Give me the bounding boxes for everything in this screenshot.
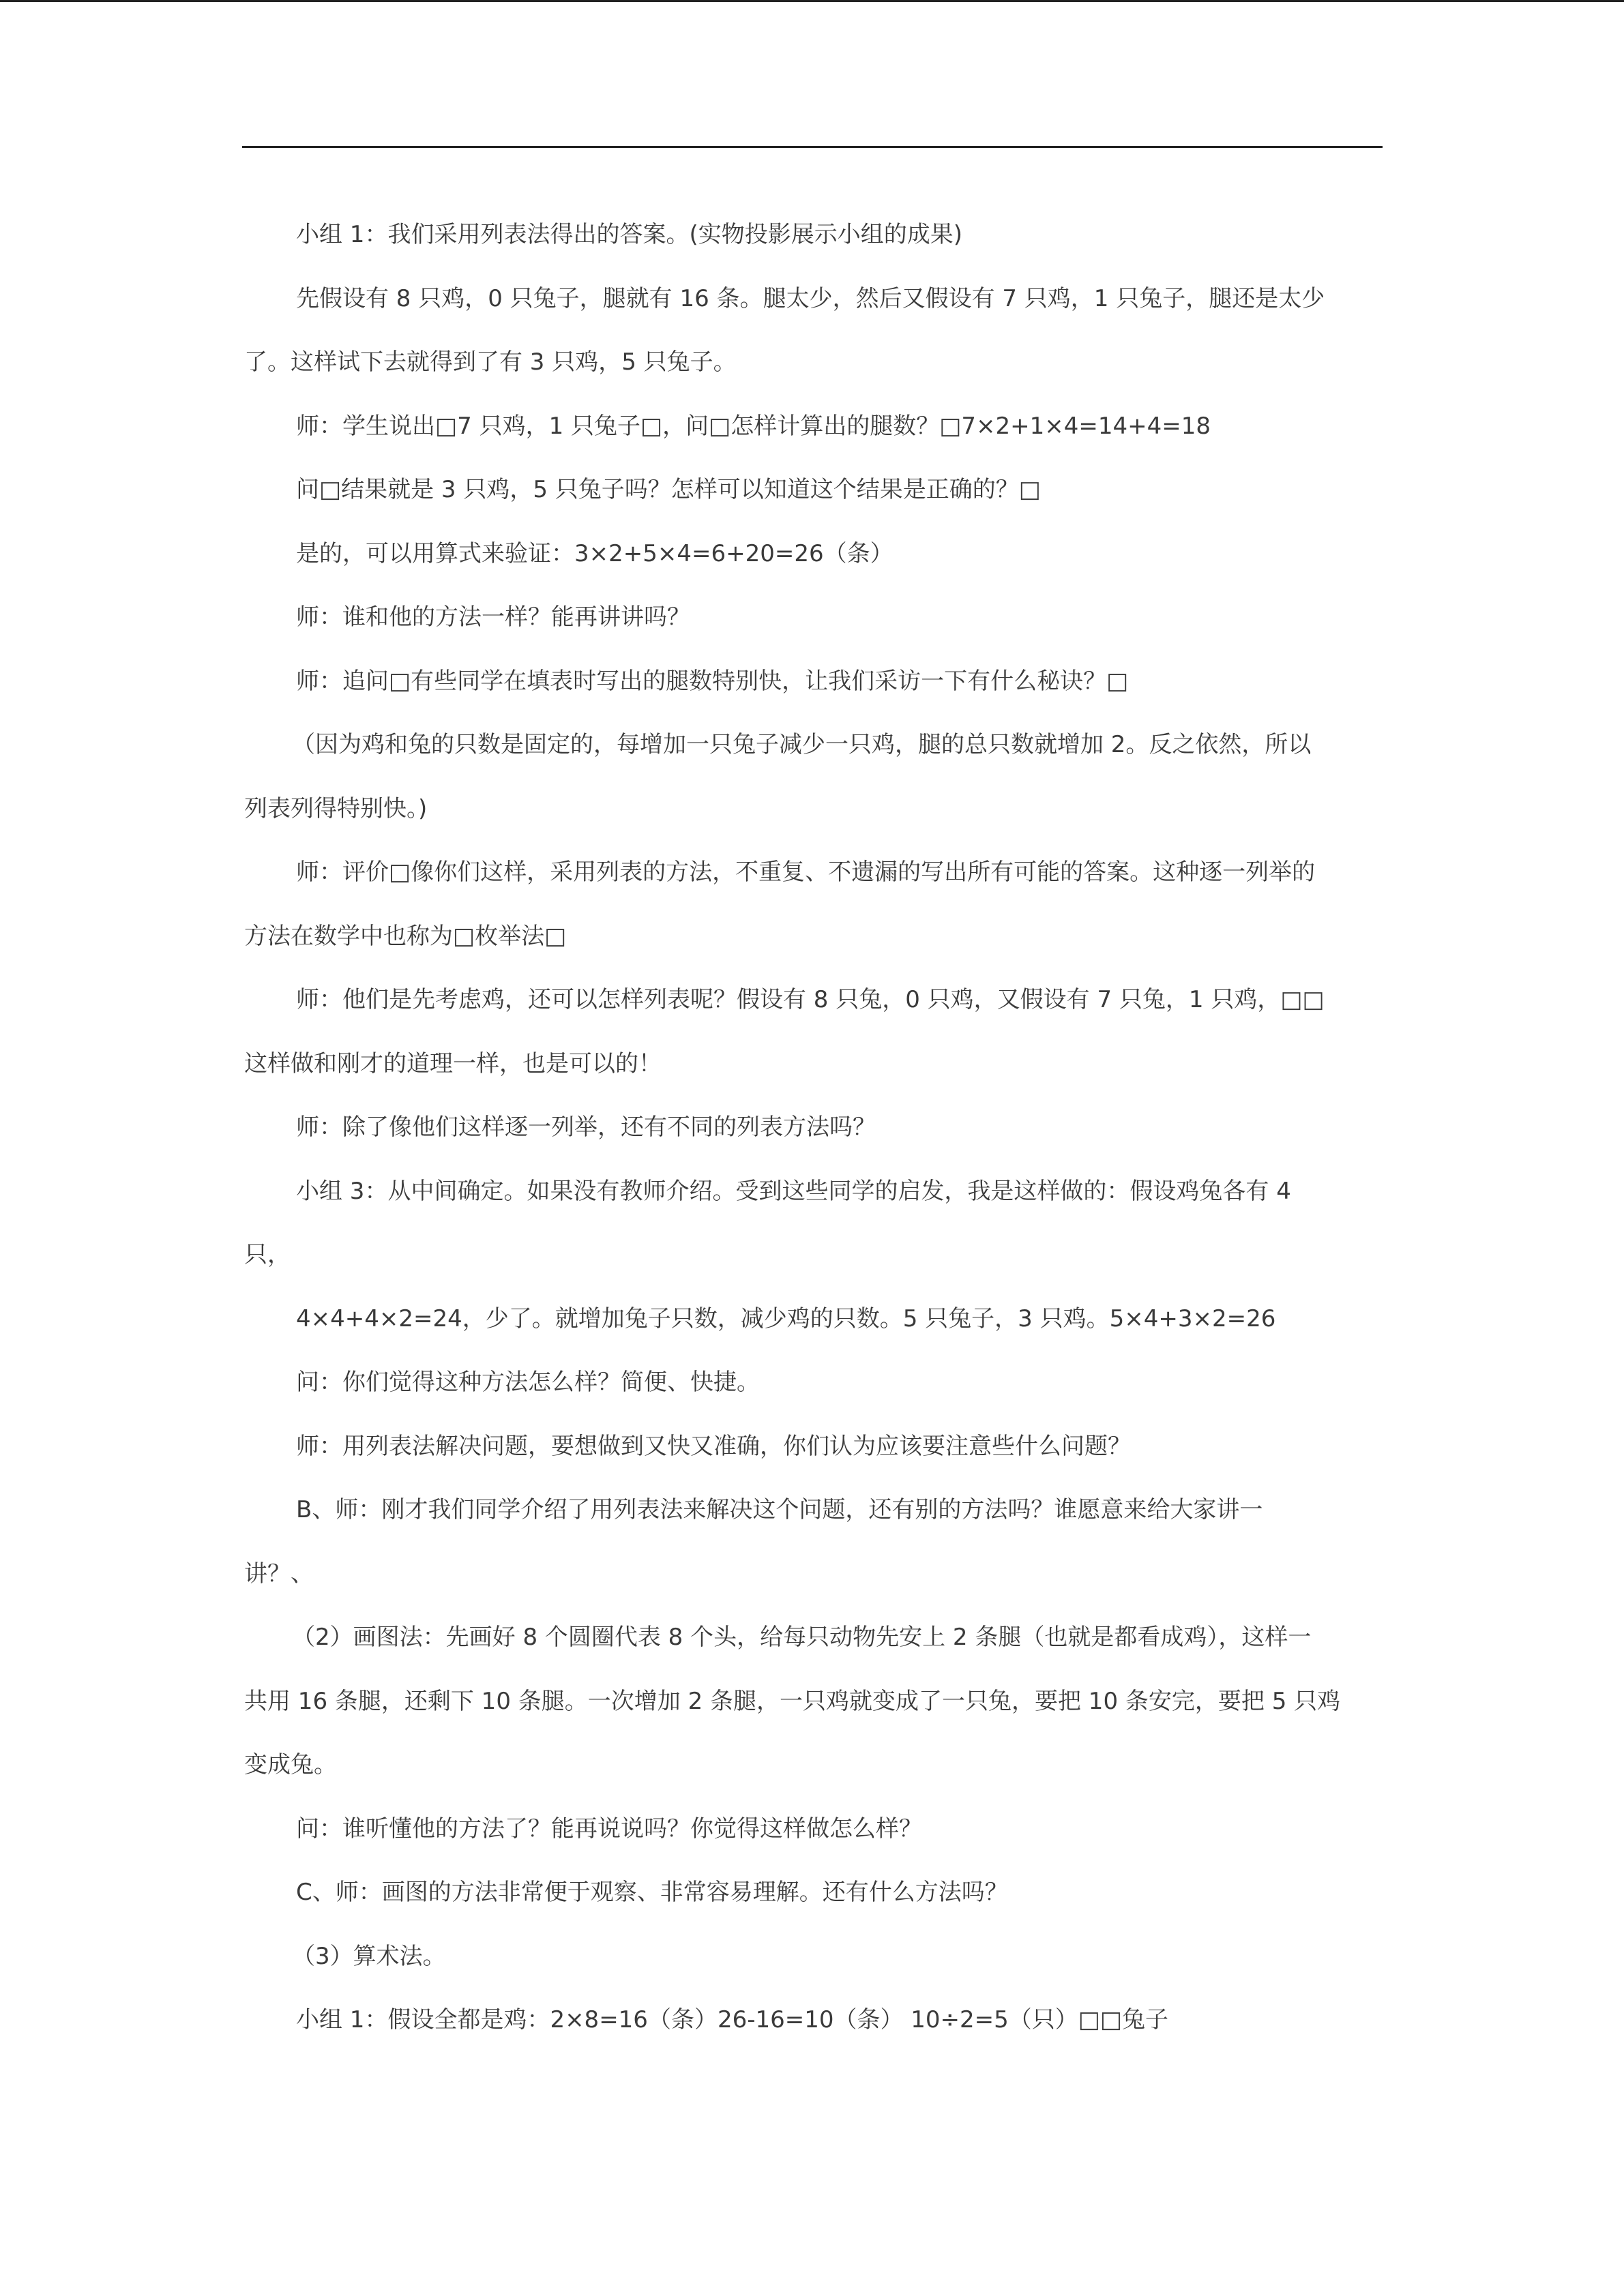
paragraph-question-result: 问□结果就是 3 只鸡，5 只兔子吗？怎样可以知道这个结果是正确的？□: [296, 476, 1041, 503]
paragraph-drawing-continued: 共用 16 条腿，还剩下 10 条腿。一次增加 2 条腿，一只鸡就变成了一只兔，要把 10 条安完，要把 5 只鸡: [244, 1687, 1341, 1715]
paragraph-teacher-attention: 师：用列表法解决问题，要想做到又快又准确，你们认为应该要注意些什么问题？: [296, 1432, 1131, 1460]
paragraph-teacher-same-method: 师：谁和他的方法一样？能再讲讲吗？: [296, 603, 690, 631]
paragraph-teacher-leg-count: 师：学生说出□7 只鸡，1 只兔子□，问□怎样计算出的腿数？□7×2+1×4=14+4=18: [296, 412, 1211, 440]
document-body: [244, 203, 1378, 2053]
paragraph-teacher-rabbit-first: 师：他们是先考虑鸡，还可以怎样列表呢？假设有 8 只兔，0 只鸡，又假设有 7 只兔，1 只鸡，□□: [296, 986, 1325, 1013]
header-rule: [242, 146, 1383, 148]
paragraph-group1-list-method: 小组 1：我们采用列表法得出的答案。(实物投影展示小组的成果): [296, 221, 962, 248]
paragraph-arithmetic-method: （3）算术法。: [292, 1942, 446, 1970]
paragraph-teacher-evaluation: 师：评价□像你们这样，采用列表的方法，不重复、不遗漏的写出所有可能的答案。这种逐一列举的: [296, 859, 1316, 886]
paragraph-reason: （因为鸡和兔的只数是固定的，每增加一只兔子减少一只鸡，腿的总只数就增加 2。反之依然，所以: [292, 731, 1312, 758]
paragraph-question-how: 问：你们觉得这种方法怎么样？简便、快捷。: [296, 1369, 760, 1396]
paragraph-b-continued: 讲？、: [244, 1560, 314, 1587]
paragraph-group3-continued: 只，: [244, 1241, 291, 1268]
paragraph-b-teacher: B、师：刚才我们同学介绍了用列表法来解决这个问题，还有别的方法吗？谁愿意来给大家讲一: [296, 1496, 1263, 1523]
paragraph-verify-formula: 是的，可以用算式来验证：3×2+5×4=6+20=26（条）: [296, 539, 894, 567]
paragraph-group3-middle: 小组 3：从中间确定。如果没有教师介绍。受到这些同学的启发，我是这样做的：假设鸡兔各有 4: [296, 1177, 1291, 1205]
paragraph-c-teacher: C、师：画图的方法非常便于观察、非常容易理解。还有什么方法吗？: [296, 1879, 1008, 1906]
paragraph-question-understand: 问：谁听懂他的方法了？能再说说吗？你觉得这样做怎么样？: [296, 1815, 922, 1843]
paragraph-teacher-follow-up: 师：追问□有些同学在填表时写出的腿数特别快，让我们采访一下有什么秘诀？□: [296, 667, 1129, 695]
paragraph-evaluation-continued: 方法在数学中也称为□枚举法□: [244, 922, 567, 950]
paragraph-reason-continued: 列表列得特别快。): [244, 794, 428, 822]
paragraph-assume-8-chickens: 先假设有 8 只鸡，0 只兔子，腿就有 16 条。腿太少，然后又假设有 7 只鸡，1 只兔子，腿还是太少: [296, 284, 1325, 312]
paragraph-drawing-method: （2）画图法：先画好 8 个圆圈代表 8 个头，给每只动物先安上 2 条腿（也就是都看成鸡），这样一: [292, 1624, 1312, 1651]
paragraph-drawing-end: 变成兔。: [244, 1751, 337, 1778]
paragraph-group1-arithmetic: 小组 1：假设全都是鸡：2×8=16（条）26-16=10（条） 10÷2=5（只）□□兔子: [296, 2006, 1169, 2033]
page-top-border: [0, 0, 1624, 2]
paragraph-teacher-other-methods: 师：除了像他们这样逐一列举，还有不同的列表方法吗？: [296, 1114, 876, 1141]
paragraph-assume-continued: 了。这样试下去就得到了有 3 只鸡，5 只兔子。: [244, 348, 737, 376]
paragraph-group3-formula: 4×4+4×2=24，少了。就增加兔子只数，减少鸡的只数。5 只兔子，3 只鸡。5×4+3×2=26: [296, 1304, 1276, 1332]
paragraph-rabbit-first-continued: 这样做和刚才的道理一样，也是可以的！: [244, 1049, 662, 1077]
